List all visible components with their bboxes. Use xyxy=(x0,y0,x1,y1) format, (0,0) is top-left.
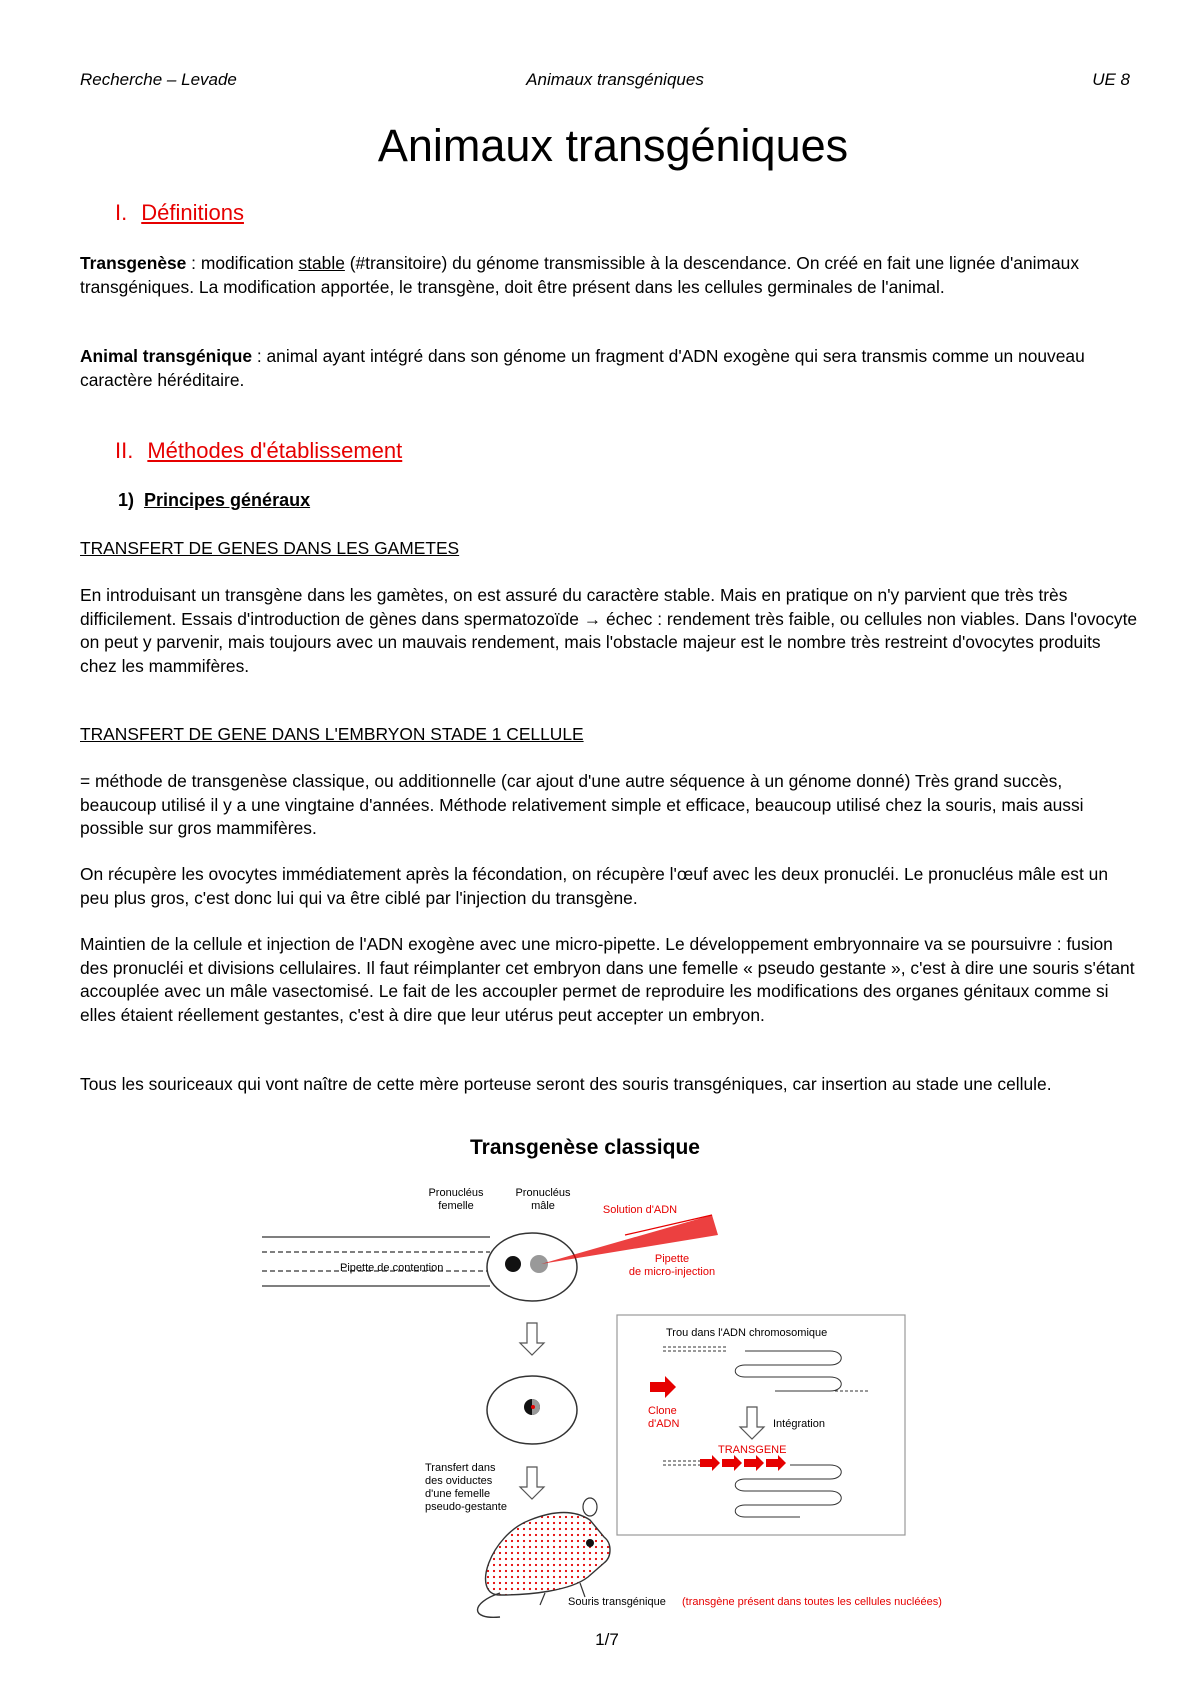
header-left: Recherche – Levade xyxy=(80,70,237,89)
label-souris-note: (transgène présent dans toutes les cellules nucléées) xyxy=(682,1596,942,1608)
definition-text-b: (#transitoire) du génome transmissible à la descendance. On créé en fait une lignée d'animaux transgéniques. La modification apportée, le transgène, doit être présent dans les cellules germinales de l'animal. xyxy=(80,253,1080,297)
definition-animal-transgenique xyxy=(80,345,1140,392)
pronucleus-male xyxy=(530,1255,548,1273)
label-pipette-micro-2: de micro-injection xyxy=(628,1266,716,1278)
label-trou-adn: Trou dans l'ADN chromosomique xyxy=(666,1327,828,1339)
label-transfert-1: Transfert dans xyxy=(425,1462,496,1474)
paragraph-gametes: En introduisant un transgène dans les gamètes, on est assuré du caractère stable. Mais en pratique on n'y parvient que très très difficilement. Essais d'introduction de gènes dans spermatozoïde → échec : rendement très faible, ou cellules non viables. Dans l'ovocyte on peut y parvenir, mais toujours avec un mauvais rendement, mais l'obstacle majeur est le nombre très restreint d'ovocytes produits chez les mammifères. xyxy=(80,585,1138,676)
transgenese-figure xyxy=(0,1125,1200,1625)
label-clone-2: d'ADN xyxy=(648,1418,680,1430)
label-pronucleus-male-2: mâle xyxy=(531,1200,555,1212)
section-2-title: Méthodes d'établissement xyxy=(147,438,403,463)
label-integration: Intégration xyxy=(773,1418,825,1430)
label-clone-1: Clone xyxy=(648,1405,677,1417)
page-title: Animaux transgéniques xyxy=(377,120,849,171)
section-2-number: II. xyxy=(115,438,134,463)
label-transfert-4: pseudo-gestante xyxy=(425,1501,507,1513)
term-animal-transgenique: Animal transgénique xyxy=(80,346,253,366)
paragraph-embryon-1: = méthode de transgenèse classique, ou additionnelle (car ajout d'une autre séquence à un génome donné) Très grand succès, beaucoup utilisé il y a une vingtaine d'années. Méthode relativement simple et efficace, beaucoup utilisé chez la souris, mais aussi possible sur gros mammifères. xyxy=(80,771,1084,838)
header-right: UE 8 xyxy=(1092,70,1130,89)
paragraph-embryon-4: Tous les souriceaux qui vont naître de cette mère porteuse seront des souris transgéniques, car insertion au stade une cellule. xyxy=(80,1074,1052,1094)
section-1-heading xyxy=(115,200,244,226)
label-pronucleus-male-1: Pronucléus xyxy=(515,1187,571,1199)
header-center: Animaux transgéniques xyxy=(526,70,704,89)
subsection-1-number: 1) xyxy=(118,490,135,510)
label-solution-adn: Solution d'ADN xyxy=(602,1204,678,1216)
term-transgenese: Transgenèse xyxy=(80,253,187,273)
arrow-down-icon xyxy=(520,1467,544,1499)
page-number: 1/7 xyxy=(595,1630,619,1649)
label-pipette-micro-1: Pipette xyxy=(654,1253,690,1265)
label-pronucleus-female-2: femelle xyxy=(438,1200,474,1212)
label-pronucleus-female-1: Pronucléus xyxy=(428,1187,484,1199)
arrow-down-icon xyxy=(520,1323,544,1355)
subsection-1-heading xyxy=(118,490,310,511)
definition-animal-text: : animal ayant intégré dans son génome un fragment d'ADN exogène qui sera transmis comme un nouveau caractère héréditaire. xyxy=(80,346,1085,390)
label-pipette-contention: Pipette de contention xyxy=(340,1262,444,1274)
label-transgene: TRANSGENE xyxy=(718,1444,787,1456)
label-transfert-2: des oviductes xyxy=(425,1475,493,1487)
label-transfert-3: d'une femelle xyxy=(425,1488,491,1500)
section-1-number: I. xyxy=(115,200,128,225)
pronucleus-female xyxy=(505,1256,521,1272)
heading-gametes: TRANSFERT DE GENES DANS LES GAMETES xyxy=(80,538,460,558)
section-1-title: Définitions xyxy=(141,200,244,225)
figure-title: Transgenèse classique xyxy=(470,1136,700,1159)
definition-transgenese xyxy=(80,252,1140,299)
subsection-1-title: Principes généraux xyxy=(144,490,311,510)
micro-injection-pipette xyxy=(541,1215,718,1264)
section-2-heading xyxy=(115,438,402,464)
word-stable: stable xyxy=(298,253,345,273)
heading-embryon: TRANSFERT DE GENE DANS L'EMBRYON STADE 1 CELLULE xyxy=(80,724,584,744)
paragraph-embryon-3: Maintien de la cellule et injection de l'ADN exogène avec une micro-pipette. Le développement embryonnaire va se poursuivre : fusion des pronucléi et divisions cellulaires. Il faut réimplanter cet embryon dans une femelle « pseudo gestante », c'est à dire une souris s'étant accouplée avec un mâle vasectomisé. Le fait de les accoupler permet de reproduire les modifications des organes génitaux comme si elles étaient réellement gestantes, c'est à dire que leur utérus peut accepter un embryon. xyxy=(80,934,1135,1025)
label-souris-transgenique: Souris transgénique xyxy=(568,1596,666,1608)
paragraph-embryon-2: On récupère les ovocytes immédiatement après la fécondation, on récupère l'œuf avec les deux pronucléi. Le pronucléus mâle est un peu plus gros, c'est donc lui qui va être ciblé par l'injection du transgène. xyxy=(80,864,1108,908)
definition-text-a: : modification xyxy=(186,253,299,273)
